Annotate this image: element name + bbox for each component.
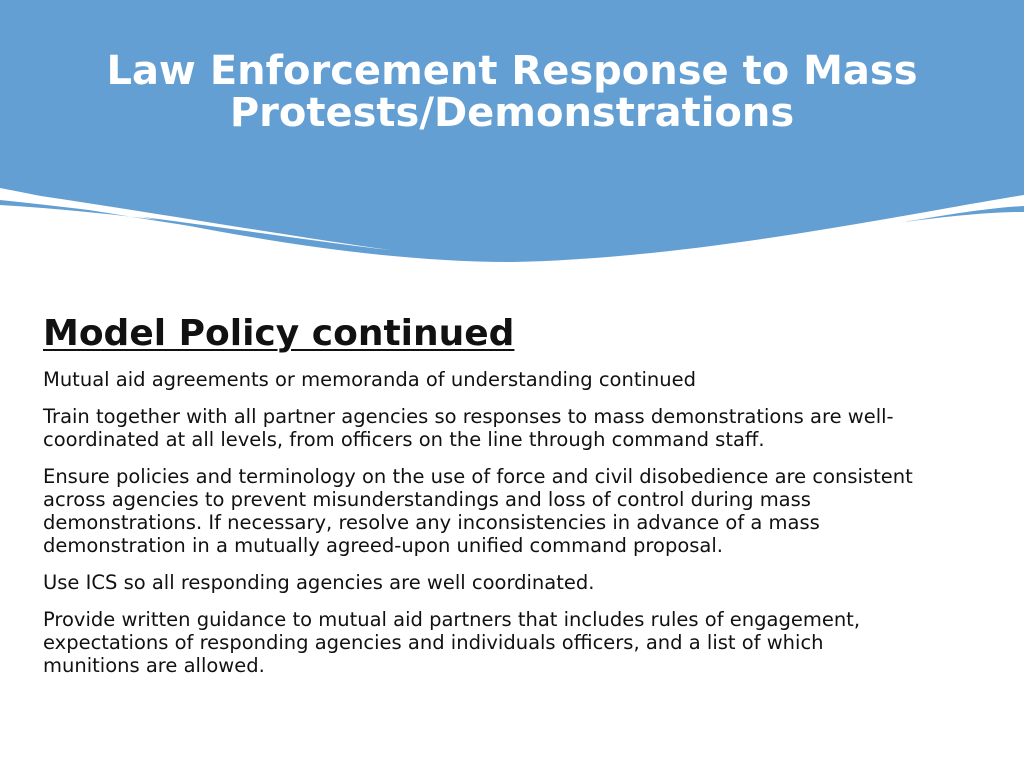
paragraph: Provide written guidance to mutual aid partners that includes rules of engagement, expectations of responding agencies and individuals officers, and a list of which munitions are allowed. — [43, 608, 861, 677]
paragraph: Mutual aid agreements or memoranda of understanding continued — [43, 368, 696, 391]
section-heading: Model Policy continued — [43, 313, 515, 354]
slide-body — [43, 312, 923, 691]
paragraph: Use ICS so all responding agencies are well coordinated. — [43, 571, 595, 594]
paragraph: Train together with all partner agencies so responses to mass demonstrations are well-coordinated at all levels, from officers on the line through command staff. — [43, 405, 894, 451]
paragraph: Ensure policies and terminology on the use of force and civil disobedience are consistent across agencies to prevent misunderstandings and loss of control during mass demonstrations. If necessary, resolve any inconsistencies in advance of a mass demonstration in a mutually agreed-upon unified command proposal. — [43, 465, 913, 557]
slide-title — [0, 50, 1024, 134]
slide-title-line1: Law Enforcement Response to Mass — [106, 48, 918, 94]
slide-title-line2: Protests/Demonstrations — [229, 90, 795, 136]
